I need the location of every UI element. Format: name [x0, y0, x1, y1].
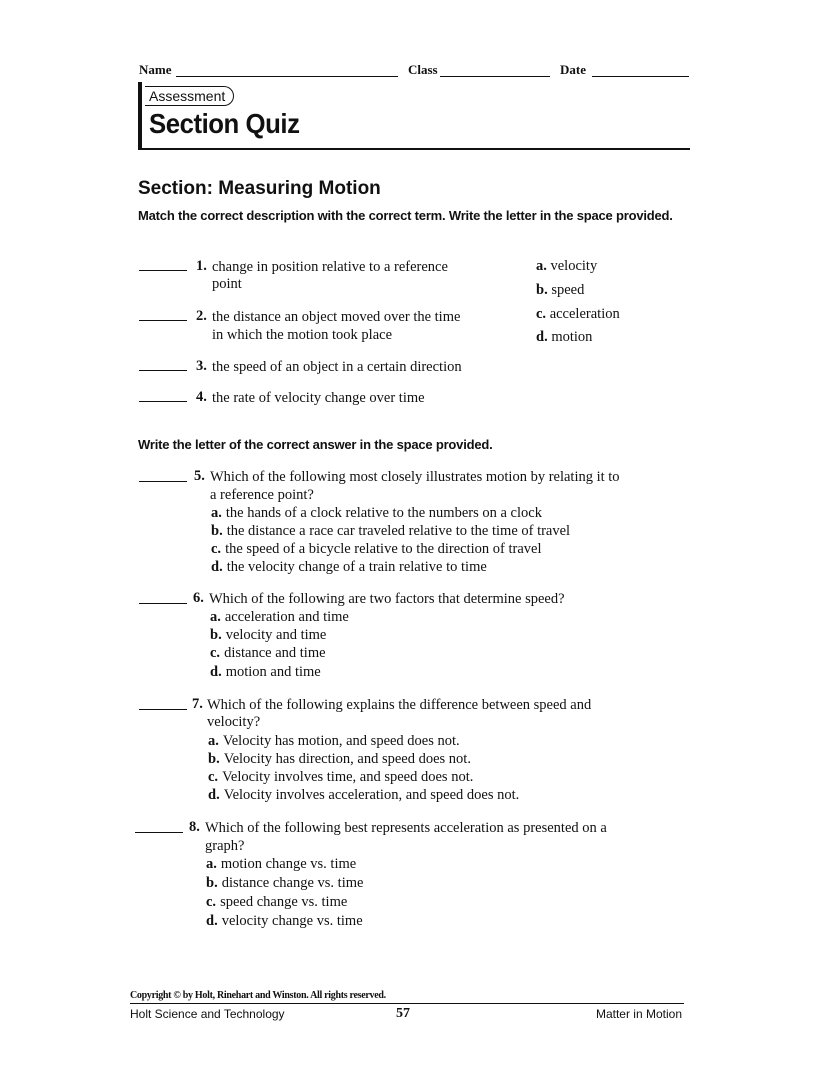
option-text: distance change vs. time — [221, 875, 364, 891]
option-letter: c. — [211, 541, 222, 557]
question-number: 1. — [196, 258, 207, 274]
option-letter: d. — [210, 664, 222, 680]
option-text: Velocity involves time, and speed does not. — [222, 769, 474, 785]
footer-divider — [130, 1003, 684, 1004]
option-text: velocity change vs. time — [221, 913, 363, 929]
option-letter: b. — [206, 875, 218, 891]
option-text: Velocity involves acceleration, and speed does not. — [223, 787, 520, 803]
question-text-cont: a reference point? — [210, 487, 314, 503]
answer-blank-8[interactable] — [135, 820, 183, 833]
answer-option — [211, 522, 570, 540]
question-number: 6. — [193, 590, 204, 606]
title-divider — [138, 148, 690, 150]
option-text: the velocity change of a train relative to time — [226, 559, 487, 575]
option-letter: b. — [211, 523, 223, 539]
option-text: speed change vs. time — [220, 894, 348, 910]
answer-option — [211, 504, 542, 522]
copyright-notice: Copyright © by Holt, Rinehart and Winston. All rights reserved. — [130, 990, 386, 1001]
answer-option — [210, 663, 321, 681]
answer-blank-2[interactable] — [139, 308, 187, 321]
term-text: motion — [551, 329, 593, 345]
option-text: Velocity has direction, and speed does not. — [223, 751, 471, 767]
question-text: Which of the following best represents acceleration as presented on a — [205, 820, 607, 836]
answer-blank-4[interactable] — [139, 389, 187, 402]
answer-blank-1[interactable] — [139, 258, 187, 271]
term-item — [536, 282, 584, 299]
answer-option — [210, 626, 326, 644]
term-item — [536, 258, 597, 275]
option-letter: a. — [206, 856, 217, 872]
option-text: motion change vs. time — [220, 856, 357, 872]
matching-instructions: Match the correct description with the correct term. Write the letter in the space provided. — [138, 208, 673, 223]
option-text: the speed of a bicycle relative to the direction of travel — [225, 541, 542, 557]
title-bar — [138, 82, 142, 150]
term-letter: a. — [536, 258, 547, 274]
answer-blank-5[interactable] — [139, 469, 187, 482]
answer-option — [208, 786, 519, 804]
question-number: 3. — [196, 358, 207, 374]
class-field[interactable] — [440, 62, 550, 77]
answer-option — [206, 855, 356, 873]
section-heading: Section: Measuring Motion — [138, 178, 381, 199]
option-text: Velocity has motion, and speed does not. — [222, 733, 460, 749]
answer-option — [208, 750, 471, 768]
answer-option — [210, 608, 349, 626]
term-text: acceleration — [549, 306, 620, 322]
publisher-name: Holt Science and Technology — [130, 1007, 285, 1021]
term-item — [536, 306, 620, 323]
option-letter: d. — [206, 913, 218, 929]
term-text: speed — [551, 282, 585, 298]
class-label: Class — [408, 62, 438, 77]
option-text: the distance a race car traveled relative to the time of travel — [226, 523, 571, 539]
term-letter: b. — [536, 282, 548, 298]
question-text: Which of the following are two factors that determine speed? — [209, 591, 565, 607]
date-field[interactable] — [592, 62, 689, 77]
question-number: 5. — [194, 468, 205, 484]
answer-option — [208, 732, 460, 750]
question-number: 2. — [196, 308, 207, 324]
option-text: velocity and time — [225, 627, 327, 643]
book-title: Matter in Motion — [595, 1007, 682, 1021]
question-text: Which of the following most closely illustrates motion by relating it to — [210, 469, 620, 485]
option-letter: a. — [208, 733, 219, 749]
answer-option — [206, 874, 363, 892]
answer-option — [211, 540, 542, 558]
question-text-cont: point — [212, 276, 242, 292]
question-text: Which of the following explains the difference between speed and — [207, 697, 592, 713]
option-text: acceleration and time — [224, 609, 349, 625]
assessment-badge: Assessment — [145, 86, 234, 106]
option-letter: c. — [210, 645, 221, 661]
answer-option — [208, 768, 473, 786]
question-text-cont: velocity? — [207, 714, 261, 730]
page-title: Section Quiz — [149, 108, 300, 139]
question-text: the distance an object moved over the time — [212, 309, 461, 325]
term-item — [536, 329, 592, 346]
option-text: motion and time — [225, 664, 321, 680]
option-letter: c. — [206, 894, 217, 910]
option-letter: b. — [208, 751, 220, 767]
option-letter: b. — [210, 627, 222, 643]
option-letter: c. — [208, 769, 219, 785]
question-number: 4. — [196, 389, 207, 405]
answer-option — [210, 644, 326, 662]
question-text: the rate of velocity change over time — [212, 390, 425, 406]
term-letter: d. — [536, 329, 548, 345]
question-text: change in position relative to a reference — [212, 259, 448, 275]
term-letter: c. — [536, 306, 547, 322]
answer-option — [211, 558, 487, 576]
option-letter: d. — [211, 559, 223, 575]
option-text: the hands of a clock relative to the numbers on a clock — [225, 505, 542, 521]
answer-blank-7[interactable] — [139, 697, 187, 710]
answer-option — [206, 893, 347, 911]
answer-blank-3[interactable] — [139, 358, 187, 371]
question-text-cont: graph? — [205, 838, 245, 854]
option-letter: a. — [210, 609, 221, 625]
term-text: velocity — [550, 258, 598, 274]
mc-instructions: Write the letter of the correct answer in the space provided. — [138, 437, 493, 452]
option-letter: d. — [208, 787, 220, 803]
name-label: Name — [139, 62, 172, 77]
question-text: the speed of an object in a certain direction — [212, 359, 462, 375]
date-label: Date — [560, 62, 586, 77]
answer-option — [206, 912, 363, 930]
question-number: 7. — [192, 696, 203, 712]
name-field[interactable] — [176, 62, 398, 77]
option-letter: a. — [211, 505, 222, 521]
answer-blank-6[interactable] — [139, 591, 187, 604]
question-number: 8. — [189, 819, 200, 835]
page-number: 57 — [396, 1006, 410, 1021]
question-text-cont: in which the motion took place — [212, 327, 393, 343]
option-text: distance and time — [224, 645, 326, 661]
